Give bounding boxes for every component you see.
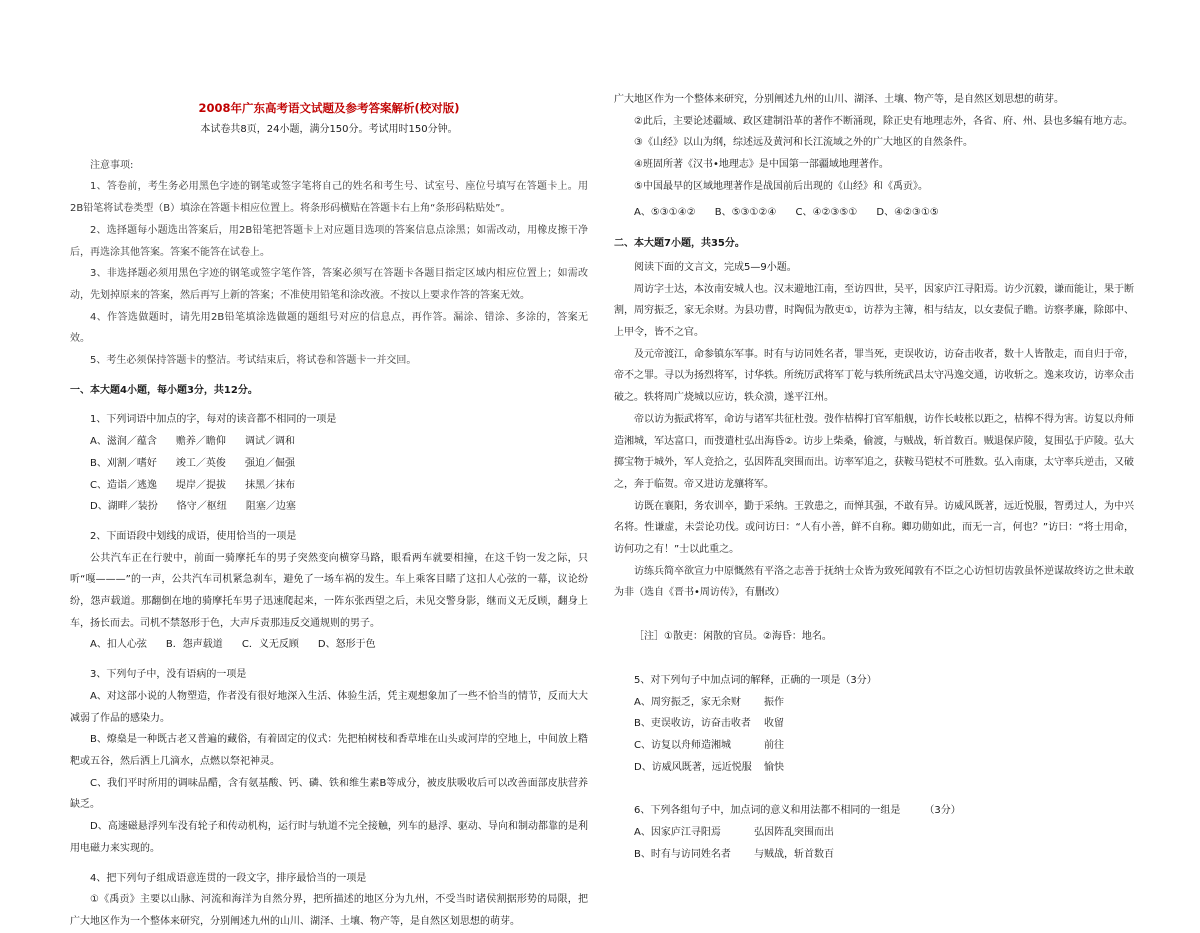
q2-options: A、扣人心弦 B．怨声载道 C．义无反顾 D、怒形于色 xyxy=(90,639,376,651)
q4-sentence-3: ③《山经》以山为纲，综述远及黄河和长江流域之外的广大地区的自然条件。 xyxy=(634,137,973,149)
notes-item-4: 4、作答选做题时，请先用2B铅笔填涂选做题的题组号对应的信息点，再作答。漏涂、错涂、多涂的，答案无效。 xyxy=(70,311,588,345)
q3-option-d: D、高速磁悬浮列车没有轮子和传动机构，运行时与轨道不完全接触，列车的悬浮、驱动、导向和制动都靠的是利用电磁力来实现的。 xyxy=(70,821,588,854)
passage-para-5: 访练兵简卒欲宣力中原慨然有平洛之志善于抚纳士众皆为致死闻敦有不臣之心访恒切齿敦虽怀逆谋故终访之世未敢为非（选自《晋书•周访传》，有删改） xyxy=(614,565,1134,599)
q6-option-a-second: 弘因阵乱突围而出 xyxy=(754,827,834,839)
passage-para-3: 帝以访为振武将军，命访与诸军共征杜弢。弢作桔槔打官军船舰，访作长岐枨以距之，桔槔不得为害。访复以舟师造湘城，军达富口，而弢遣杜弘出海昏②。访步上柴桑，偷渡，与贼战，斩首数百。贼退保庐陵，复围弘于庐陵。弘大掷宝物于城外，军人竞拾之，弘因阵乱突围而出。访率军追之，获鞍马铠杖不可胜数。弘入南康，太守率兵逆击，又破之，奔于临贺。帝又进访龙骧将军。 xyxy=(614,413,1134,490)
q2-passage: 公共汽车正在行驶中，前面一骑摩托车的男子突然变向横穿马路，眼看两车就要相撞，在这千钧一发之际，只听“嘎———”的一声，公共汽车司机紧急刹车，避免了一场车祸的发生。车上乘客目睹了这扣人心弦的一幕，议论纷纷，怨声载道。那翻倒在地的骑摩托车男子迅速爬起来，一阵东张西望之后，未见交警身影，继而义无反顾，翻身上车，扬长而去。司机不禁怒形于色，大声斥责那违反交通规则的男子。 xyxy=(70,552,588,629)
q3-stem: 3、下列句子中，没有语病的一项是 xyxy=(90,669,247,681)
q4-sentence-5: ⑤中国最早的区域地理著作是战国前后出现的《山经》和《禹贡》。 xyxy=(634,180,928,192)
doc-subtitle: 本试卷共8页，24小题，满分150分。考试用时150分钟。 xyxy=(200,124,458,135)
passage-para-1: 周访字士达，本汝南安城人也。汉末避地江南，至访四世，吴平，因家庐江寻阳焉。访少沉毅，谦而能让，果于断割，周穷振乏，家无余财。为县功曹，时陶侃为散吏①，访荐为主簿，相与结友，以女妻侃子瞻。访察孝廉，除郎中、上甲令，皆不之官。 xyxy=(614,283,1134,339)
q4-sentence-1: ①《禹贡》主要以山脉、河流和海洋为自然分界，把所描述的地区分为九州，不受当时诸侯割据形势的局限，把广大地区作为一个整体来研究，分别阐述九州的山川、湖泽、土壤、物产等，是自然区划思想的萌芽。 xyxy=(70,894,588,927)
q5-option-b xyxy=(614,713,1134,735)
notes-item-2: 2、选择题每小题选出答案后，用2B铅笔把答题卡上对应题目选项的答案信息点涂黑；如需改动，用橡皮擦干净后，再选涂其他答案。答案不能答在试卷上。 xyxy=(70,224,588,258)
q6-option-a xyxy=(614,822,1134,844)
q5-option-b-sentence: B、吏误收访，访奋击收者 xyxy=(634,718,751,730)
q5-option-c-gloss: 前往 xyxy=(764,739,784,751)
q6-option-b xyxy=(614,844,1134,866)
section1-heading: 一、本大题4小题，每小题3分，共12分。 xyxy=(70,384,258,396)
notes-item-5: 5、考生必须保持答题卡的整洁。考试结束后，将试卷和答题卡一并交回。 xyxy=(90,355,417,367)
q4-sentence-2: ②此后，主要论述疆域、政区建制沿革的著作不断涌现，除正史有地理志外，各省、府、州、县也多编有地方志。 xyxy=(634,115,1133,127)
q4-stem: 4、把下列句子组成语意连贯的一段文字，排序最恰当的一项是 xyxy=(90,872,367,884)
q5-option-d xyxy=(614,757,1134,779)
notes-heading: 注意事项: xyxy=(90,159,134,171)
q5-option-a xyxy=(614,692,1134,714)
q5-option-a-gloss: 振作 xyxy=(764,696,784,708)
q5-option-c xyxy=(614,735,1134,757)
q1-option-b: B、刈割／嗜好 竣工／英俊 强迫／倔强 xyxy=(90,457,296,469)
q1-option-c: C、造诣／逃逸 堤岸／提拔 抹黑／抹布 xyxy=(90,479,296,491)
q5-option-a-sentence: A、周穷振乏，家无余财 xyxy=(634,696,741,708)
right-column xyxy=(614,0,1134,866)
q6-stem-text: 6、下列各组句子中，加点词的意义和用法都不相同的一组是 xyxy=(634,805,901,817)
notes-item-3: 3、非选择题必须用黑色字迹的钢笔或签字笔作答，答案必须写在答题卡各题目指定区域内相应位置上；如需改动，先划掉原来的答案，然后再写上新的答案；不准使用铅笔和涂改液。不按以上要求作答的答案无效。 xyxy=(70,268,588,301)
q6-stem xyxy=(614,800,1134,822)
q1-option-a: A、滋润／蕴含 赡养／瞻仰 调试／调和 xyxy=(90,436,295,448)
q1-stem: 1、下列词语中加点的字，每对的读音都不相同的一项是 xyxy=(90,414,337,426)
q3-option-a: A、对这部小说的人物塑造，作者没有很好地深入生活、体验生活，凭主观想象加了一些不恰当的情节，反而大大减弱了作品的感染力。 xyxy=(70,690,588,724)
q5-option-b-gloss: 收留 xyxy=(764,718,784,730)
q6-option-a-first: A、因家庐江寻阳焉 xyxy=(634,827,721,839)
q4-sentence-1-continued: 广大地区作为一个整体来研究，分别阐述九州的山川、湖泽、土壤、物产等，是自然区划思想的萌芽。 xyxy=(614,94,1064,105)
q1-option-d: D、湖畔／装扮 恪守／枢纽 阻塞／边塞 xyxy=(90,501,296,513)
notes-item-1: 1、答卷前，考生务必用黑色字迹的钢笔或签字笔将自己的姓名和考生号、试室号、座位号填写在答题卡上。用2B铅笔将试卷类型（B）填涂在答题卡相应位置上。将条形码横贴在答题卡右上角“条形码粘贴处”。 xyxy=(70,181,588,215)
footnote: ［注］①散吏：闲散的官员。②海昏：地名。 xyxy=(634,631,832,643)
q6-option-b-first: B、时有与访同姓名者 xyxy=(634,848,731,860)
q5-option-c-sentence: C、访复以舟师造湘城 xyxy=(634,739,731,751)
passage-intro: 阅读下面的文言文，完成5—9小题。 xyxy=(634,261,797,273)
q4-sentence-4: ④班固所著《汉书•地理志》是中国第一部疆域地理著作。 xyxy=(634,159,889,171)
section2-heading: 二、本大题7小题，共35分。 xyxy=(614,238,745,250)
q3-option-c: C、我们平时所用的调味品醋，含有氨基酸、钙、磷、铁和维生素B等成分，被皮肤吸收后可以改善面部皮肤营养缺乏。 xyxy=(70,777,588,811)
q5-stem: 5、对下列句子中加点词的解释，正确的一项是（3分） xyxy=(634,674,877,686)
q6-option-b-second: 与贼战，斩首数百 xyxy=(754,848,834,860)
q2-stem: 2、下面语段中划线的成语，使用恰当的一项是 xyxy=(90,530,297,542)
q5-option-d-gloss: 愉快 xyxy=(764,761,784,773)
q4-options: A、⑤③①④② B、⑤③①②④ C、④②③⑤① D、④②③①⑤ xyxy=(634,206,939,218)
q6-score: （3分） xyxy=(924,805,961,817)
passage-para-4: 访既在襄阳，务农训卒，勤于采纳。王敦患之，而惮其强，不敢有异。访威风既著，远近悦服，智勇过人，为中兴名将。性谦虚，未尝论功伐。或问访曰：“人有小善，鲜不自称。卿功勋如此，而无一言，何也？”访曰：“将士用命，访何功之有！”士以此重之。 xyxy=(614,500,1134,556)
q5-option-d-sentence: D、访威风既著，远近悦服 xyxy=(634,761,752,773)
left-column xyxy=(70,0,588,927)
doc-title: 2008年广东高考语文试题及参考答案解析(校对版) xyxy=(198,101,460,115)
q3-option-b: B、燎燊是一种既古老又普遍的藏俗，有着固定的仪式：先把柏树枝和香草堆在山头或河岸的空地上，中间放上糌粑或五谷，然后洒上几滴水，点燃以祭祀神灵。 xyxy=(70,734,588,767)
passage-para-2: 及元帝渡江，命参镇东军事。时有与访同姓名者，罪当死，吏误收访，访奋击收者，数十人皆散走，而自归于帝，帝不之罪。寻以为扬烈将军，讨华轶。所统厉武将军丁乾与轶所统武昌太守冯逸交通，访收斩之。逸来攻访，访率众击破之。轶将周广烧城以应访，轶众溃，遂平江州。 xyxy=(614,348,1134,404)
